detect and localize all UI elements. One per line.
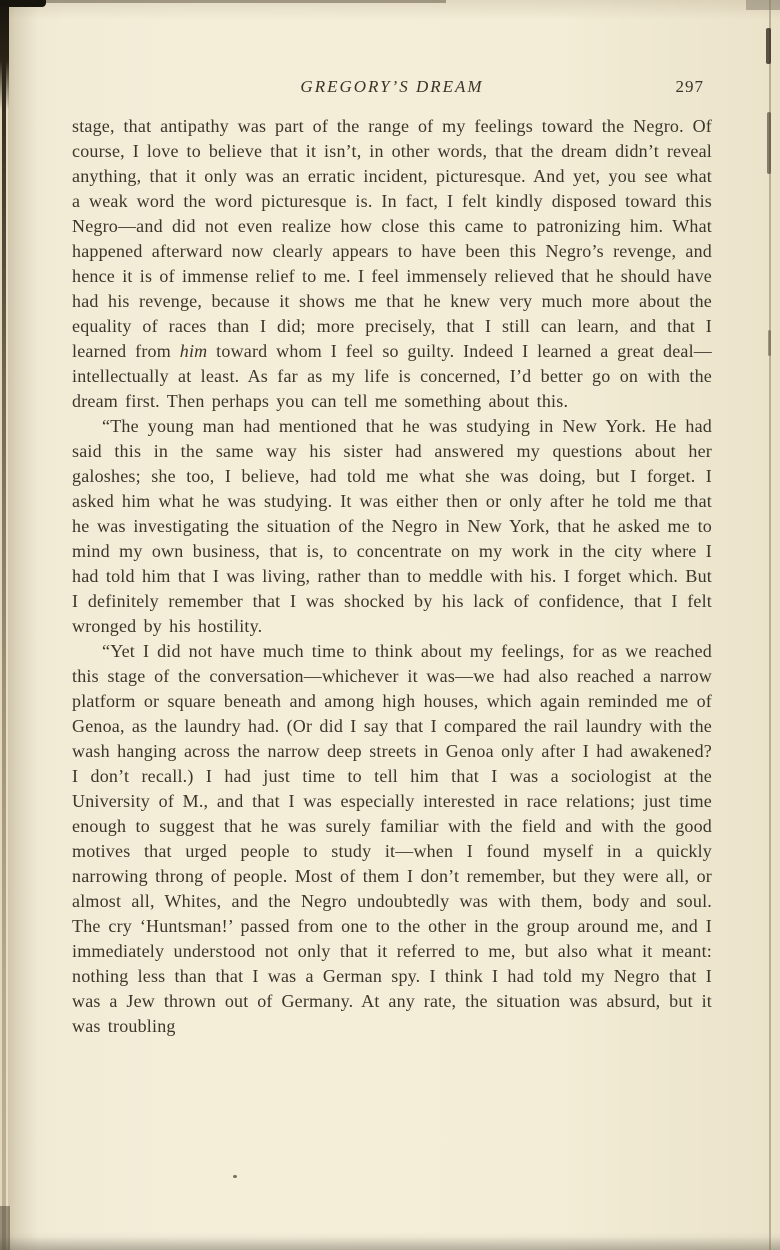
running-title: GREGORY’S DREAM bbox=[300, 77, 484, 96]
right-edge-mark bbox=[768, 330, 771, 356]
bottom-edge-shadow bbox=[0, 1237, 780, 1250]
page-header bbox=[72, 76, 712, 97]
bottom-left-scan-mark bbox=[0, 1206, 10, 1250]
right-edge-mark bbox=[766, 28, 771, 64]
paragraph bbox=[72, 639, 712, 1039]
left-edge-dark-cap bbox=[0, 0, 9, 110]
top-left-scan-mark bbox=[0, 0, 46, 7]
right-edge-mark bbox=[767, 112, 771, 174]
page-body bbox=[72, 114, 712, 1039]
body-text: toward whom I feel so guilty. Indeed I learned a great deal—intellectually at least. As far as my life is concerned, I’d better go on with the dream first. Then perhaps you can tell me something about this. bbox=[72, 341, 712, 411]
body-text: “Yet I did not have much time to think about my feelings, for as we reached this stage of the conversation—whichever it was—we had also reached a narrow platform or square beneath and among high houses, which again reminded me of Genoa, as the laundry had. (Or did I say that I compared the rail laundry with the wash hanging across the narrow deep streets in Genoa only after I had awakened? I don’t recall.) I had just time to tell him that I was a sociologist at the University of M., and that I was especially interested in race relations; just time enough to suggest that he was surely familiar with the field and with the good motives that urged people to study it—when I found myself in a quickly narrowing throng of people. Most of them I don’t remember, but they were all, or almost all, Whites, and the Negro undoubtedly was with them, body and soul. The cry ‘Huntsman!’ passed from one to the other in the group around me, and I immediately understood not only that it referred to me, but also what it meant: nothing less than that I was a German spy. I think I had told my Negro that I was a Jew thrown out of Germany. At any rate, the situation was absurd, but it was troubling bbox=[72, 641, 712, 1036]
right-edge-line bbox=[769, 0, 771, 1250]
paragraph bbox=[72, 114, 712, 414]
binding-shadow bbox=[8, 0, 38, 1250]
paragraph bbox=[72, 414, 712, 639]
body-text: stage, that antipathy was part of the range of my feelings toward the Negro. Of course, I love to believe that it isn’t, in other words, that the dream didn’t reveal anything, that it only was an erratic incident, picturesque. And yet, you see what a weak word the word picturesque is. In fact, I felt kindly disposed toward this Negro—and did not even realize how close this came to patronizing him. What happened afterward now clearly appears to have been this Negro’s revenge, and hence it is of immense relief to me. I feel immensely relieved that he should have had his revenge, because it shows me that he knew very much more about the equality of races than I did; more precisely, that I still can learn, and that I learned from bbox=[72, 116, 712, 361]
top-edge-line bbox=[46, 0, 446, 3]
top-right-scan-mark bbox=[746, 0, 780, 10]
paper-speck bbox=[233, 1175, 237, 1178]
body-text: “The young man had mentioned that he was studying in New York. He had said this in the same way his sister had answered my questions about her galoshes; she too, I believe, had told me what she was doing, but I forget. I asked him what he was studying. It was either then or only after he told me that he was investigating the situation of the Negro in New York, that he asked me to mind my own business, that is, to concentrate on my work in the city where I had told him that I was living, rather than to meddle with his. I forget which. But I definitely remember that I was shocked by his lack of confidence, that I felt wronged by his hostility. bbox=[72, 416, 712, 636]
italic-text: him bbox=[179, 341, 208, 361]
page-number: 297 bbox=[675, 77, 704, 96]
left-edge-line bbox=[2, 0, 6, 1250]
